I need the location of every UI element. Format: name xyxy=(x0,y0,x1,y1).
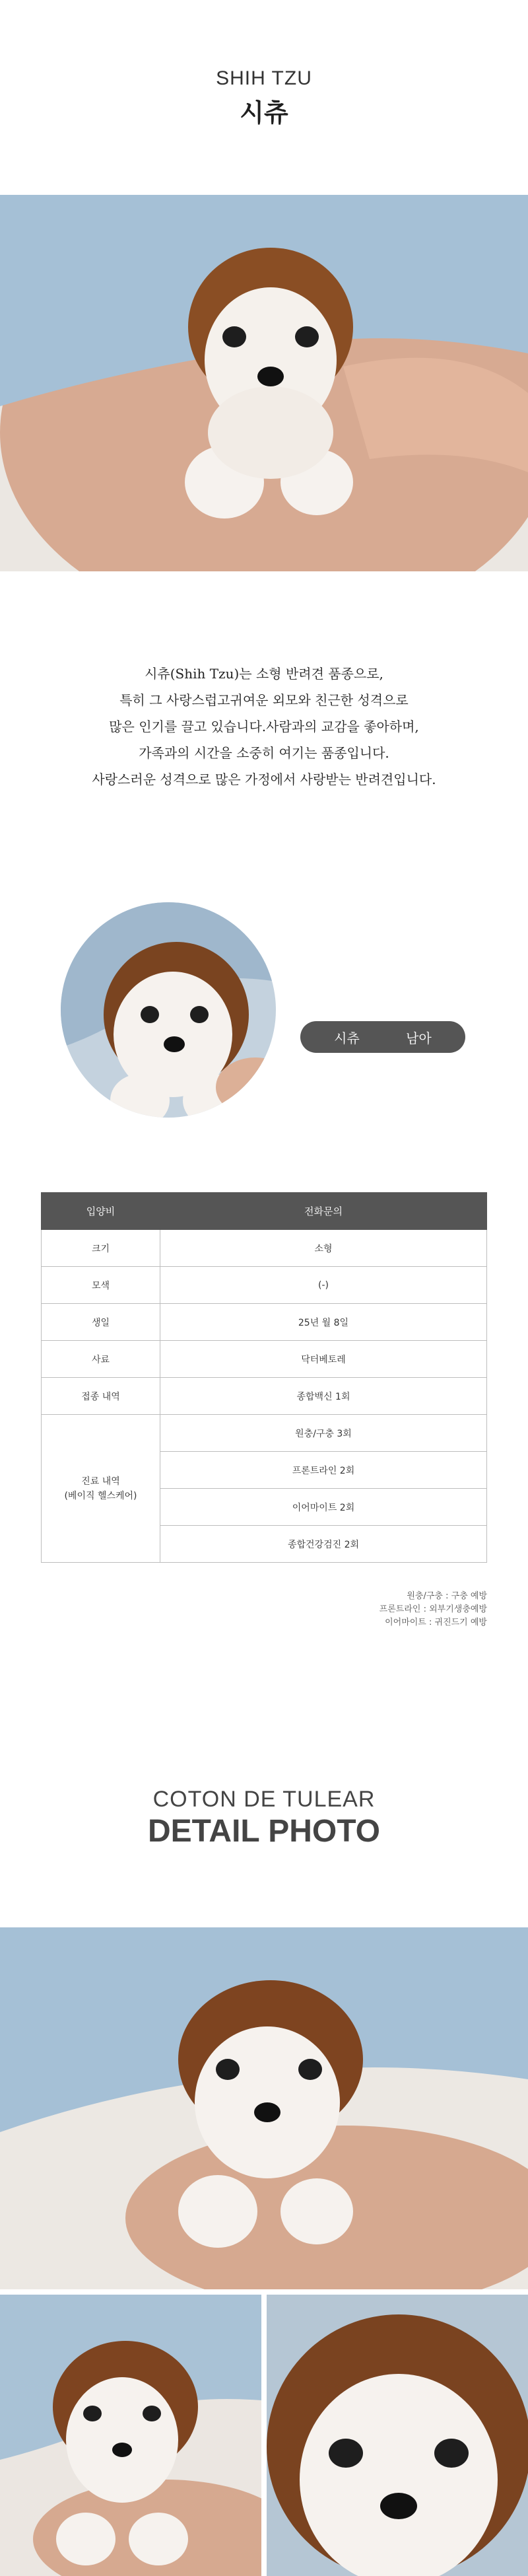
care-item: 이어마이트 2회 xyxy=(160,1489,487,1526)
table-header-label: 입양비 xyxy=(42,1193,160,1230)
row-label: 사료 xyxy=(42,1341,160,1378)
detail-photo-left xyxy=(0,2295,261,2576)
table-row xyxy=(42,1230,487,1267)
note-line: 이어마이트 : 귀진드기 예방 xyxy=(385,1618,487,1628)
breed-description xyxy=(0,661,528,793)
care-item: 프론트라인 2회 xyxy=(160,1452,487,1489)
row-value: (-) xyxy=(160,1267,487,1304)
row-value: 닥터베토레 xyxy=(160,1341,487,1378)
table-row xyxy=(42,1415,487,1452)
row-value: 소형 xyxy=(160,1230,487,1267)
breed-english-name: SHIH TZU xyxy=(216,67,312,89)
table-row xyxy=(42,1304,487,1341)
note-line: 프론트라인 : 외부기생충예방 xyxy=(379,1604,487,1614)
description-line: 가족과의 시간을 소중히 여기는 품종입니다. xyxy=(139,745,389,761)
detail-photo-right xyxy=(267,2295,528,2576)
description-line: 특히 그 사랑스럽고귀여운 외모와 친근한 성격으로 xyxy=(119,692,409,708)
note-line: 원충/구충 : 구충 예방 xyxy=(407,1591,487,1601)
profile-circle-photo xyxy=(61,902,276,1118)
description-line: 많은 인기를 끌고 있습니다.사람과의 교감을 좋아하며, xyxy=(109,719,419,734)
breed-korean-name: 시츄 xyxy=(240,98,288,127)
puppy-info-table xyxy=(41,1192,487,1563)
table-row xyxy=(42,1378,487,1415)
care-label xyxy=(42,1415,160,1563)
hero-puppy-photo xyxy=(0,195,528,571)
row-value: 25년 월 8일 xyxy=(160,1304,487,1341)
detail-photo-main xyxy=(0,1927,528,2289)
breed-sex-pill xyxy=(300,1021,465,1053)
row-value: 종합백신 1회 xyxy=(160,1378,487,1415)
row-label: 접종 내역 xyxy=(42,1378,160,1415)
care-item: 종합건강검진 2회 xyxy=(160,1526,487,1563)
row-label: 모색 xyxy=(42,1267,160,1304)
pill-breed: 시츄 xyxy=(334,1030,360,1046)
care-item: 원충/구충 3회 xyxy=(160,1415,487,1452)
care-notes xyxy=(380,1590,487,1629)
row-label: 크기 xyxy=(42,1230,160,1267)
table-header-value: 전화문의 xyxy=(160,1193,487,1230)
table-header-row xyxy=(42,1193,487,1230)
description-line: 시츄(Shih Tzu)는 소형 반려견 품종으로, xyxy=(145,666,383,682)
care-label-line1: 진료 내역 xyxy=(81,1476,120,1487)
detail-title: DETAIL PHOTO xyxy=(147,1814,381,1849)
row-label: 생일 xyxy=(42,1304,160,1341)
care-label-line2: (베이직 헬스케어) xyxy=(64,1490,137,1501)
pill-sex: 남아 xyxy=(406,1030,432,1046)
table-row xyxy=(42,1267,487,1304)
description-line: 사랑스러운 성격으로 많은 가정에서 사랑받는 반려견입니다. xyxy=(92,771,436,787)
table-row xyxy=(42,1341,487,1378)
detail-subtitle: COTON DE TULEAR xyxy=(152,1787,376,1812)
